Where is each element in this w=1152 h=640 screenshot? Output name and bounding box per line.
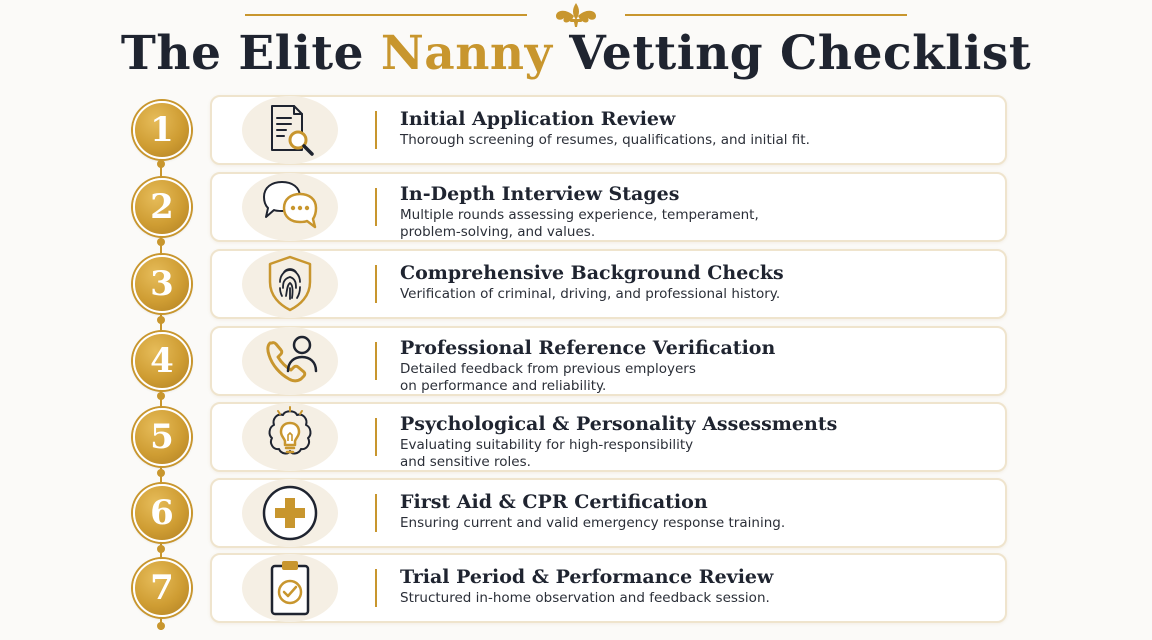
checklist-step xyxy=(0,326,1152,396)
step-text xyxy=(400,182,990,241)
phone-person-icon xyxy=(242,327,338,395)
timeline-dot xyxy=(157,238,165,246)
step-title: Initial Application Review xyxy=(400,108,676,130)
step-text xyxy=(400,565,990,607)
card-divider xyxy=(375,418,377,456)
document-search-icon xyxy=(242,96,338,164)
step-description-line: Ensuring current and valid emergency response training. xyxy=(400,515,786,531)
step-card xyxy=(210,172,1007,242)
step-number-badge: 5 xyxy=(133,408,191,466)
checklist-step xyxy=(0,95,1152,165)
step-description-line: Multiple rounds assessing experience, temperament, xyxy=(400,207,759,223)
checklist-step xyxy=(0,553,1152,623)
timeline-dot xyxy=(157,469,165,477)
step-description xyxy=(400,286,990,303)
checklist-step xyxy=(0,249,1152,319)
step-description-line: on performance and reliability. xyxy=(400,378,607,394)
step-number-badge: 1 xyxy=(133,101,191,159)
card-divider xyxy=(375,188,377,226)
step-number-badge: 3 xyxy=(133,255,191,313)
brain-lightbulb-icon xyxy=(242,403,338,471)
step-description-line: Evaluating suitability for high-responsibility xyxy=(400,437,694,453)
card-divider xyxy=(375,494,377,532)
timeline-dot xyxy=(157,160,165,168)
fingerprint-shield-icon xyxy=(242,250,338,318)
step-number-badge: 7 xyxy=(133,559,191,617)
card-divider xyxy=(375,111,377,149)
step-text xyxy=(400,107,990,149)
timeline-dot xyxy=(157,545,165,553)
card-divider xyxy=(375,569,377,607)
step-description xyxy=(400,590,990,607)
timeline-dot xyxy=(157,316,165,324)
step-title: In-Depth Interview Stages xyxy=(400,183,680,205)
step-title: Comprehensive Background Checks xyxy=(400,262,784,284)
step-text xyxy=(400,412,990,471)
checklist-step xyxy=(0,172,1152,242)
step-text xyxy=(400,261,990,303)
step-title: Psychological & Personality Assessments xyxy=(400,413,838,435)
step-card xyxy=(210,95,1007,165)
step-description xyxy=(400,515,990,532)
step-description-line: Structured in-home observation and feedback session. xyxy=(400,590,770,606)
fleur-de-lis-icon xyxy=(556,3,596,27)
step-card xyxy=(210,478,1007,548)
step-description-line: Thorough screening of resumes, qualifications, and initial fit. xyxy=(400,132,810,148)
page-title xyxy=(0,26,1152,81)
step-description-line: Verification of criminal, driving, and professional history. xyxy=(400,286,781,302)
step-description xyxy=(400,132,990,149)
step-description-line: Detailed feedback from previous employers xyxy=(400,361,696,377)
timeline-dot xyxy=(157,622,165,630)
speech-bubbles-icon xyxy=(242,173,338,241)
title-part1: The Elite xyxy=(120,26,381,81)
step-number-badge: 2 xyxy=(133,178,191,236)
step-title: Trial Period & Performance Review xyxy=(400,566,774,588)
step-card xyxy=(210,249,1007,319)
step-description xyxy=(400,207,990,241)
checklist-step xyxy=(0,402,1152,472)
checklist-step xyxy=(0,478,1152,548)
timeline-dot xyxy=(157,392,165,400)
title-accent: Nanny xyxy=(380,26,553,81)
title-part2: Vetting Checklist xyxy=(552,26,1032,81)
step-title: Professional Reference Verification xyxy=(400,337,776,359)
step-description-line: and sensitive roles. xyxy=(400,454,531,470)
step-card xyxy=(210,326,1007,396)
step-description xyxy=(400,437,990,471)
step-title: First Aid & CPR Certification xyxy=(400,491,708,513)
step-description-line: problem-solving, and values. xyxy=(400,224,596,240)
step-text xyxy=(400,336,990,395)
step-number-badge: 4 xyxy=(133,332,191,390)
medical-cross-icon xyxy=(242,479,338,547)
card-divider xyxy=(375,342,377,380)
step-text xyxy=(400,490,990,532)
step-card xyxy=(210,402,1007,472)
step-description xyxy=(400,361,990,395)
clipboard-check-icon xyxy=(242,554,338,622)
step-number-badge: 6 xyxy=(133,484,191,542)
step-card xyxy=(210,553,1007,623)
card-divider xyxy=(375,265,377,303)
